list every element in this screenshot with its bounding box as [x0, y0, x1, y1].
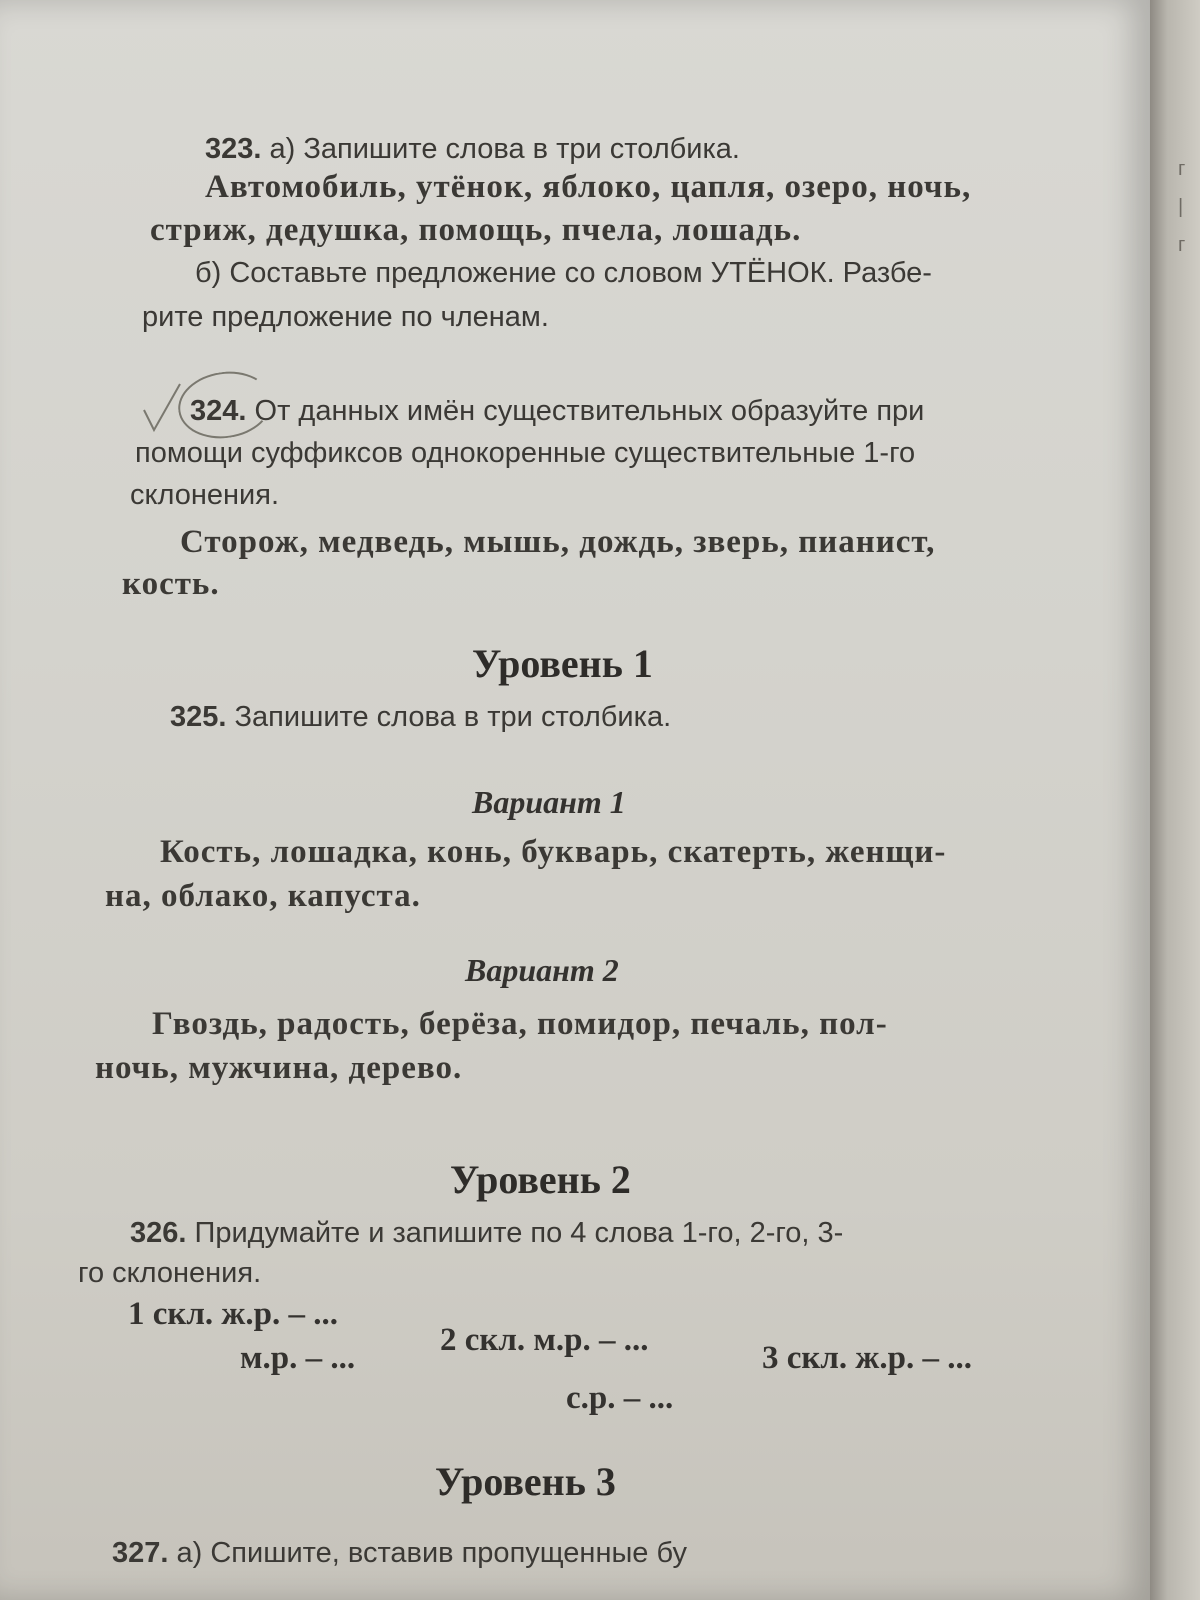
level3-heading: Уровень 3: [435, 1459, 616, 1504]
variant1-heading: Вариант 1: [472, 784, 626, 820]
ex326-task-line1-text: Придумайте и запишите по 4 слова 1-го, 2-го, 3-: [194, 1217, 844, 1249]
ex325-number: 325.: [170, 701, 227, 733]
scheme-decl1-fem: 1 скл. ж.р. – ...: [128, 1296, 338, 1332]
ex323-task-b-line1: б) Составьте предложение со словом УТЁНОК. Разбе-: [195, 257, 932, 289]
ex326-task-line1: [130, 1212, 843, 1255]
scheme-decl2-masc: 2 скл. м.р. – ...: [440, 1322, 649, 1358]
ex324-number: 324.: [190, 395, 247, 427]
next-page-edge: [1150, 0, 1200, 1600]
ex326-task-line2: го склонения.: [78, 1257, 262, 1289]
ex324-task-line2: помощи суффиксов однокоренные существительные 1-го: [135, 437, 916, 469]
ex324-task-line1-text: От данных имён существительных образуйте при: [254, 395, 925, 427]
variant2-words-line2: ночь, мужчина, дерево.: [95, 1050, 463, 1086]
variant1-words-line1: Кость, лошадка, конь, букварь, скатерть, женщи-: [160, 834, 947, 870]
ex327-task-text: а) Спишите, вставив пропущенные бу: [176, 1537, 687, 1569]
ex327-number: 327.: [112, 1537, 169, 1569]
ex323-task-b-line2: рите предложение по членам.: [142, 301, 549, 333]
ex323-number: 323.: [205, 133, 262, 165]
ex326-number: 326.: [130, 1217, 187, 1249]
edge-mark: г: [1178, 158, 1186, 180]
level2-heading: Уровень 2: [450, 1157, 631, 1202]
level1-heading: Уровень 1: [472, 641, 653, 686]
ex324-task-line3: склонения.: [130, 479, 280, 511]
ex324-words-line2: кость.: [122, 566, 220, 602]
ex324-task-line1: [190, 390, 924, 433]
scheme-decl1-masc: м.р. – ...: [240, 1340, 356, 1376]
variant2-heading: Вариант 2: [465, 952, 619, 988]
scheme-decl3-fem: 3 скл. ж.р. – ...: [762, 1340, 972, 1376]
ex323-words-line1: Автомобиль, утёнок, яблоко, цапля, озеро, ночь,: [205, 169, 972, 205]
edge-mark: г: [1178, 234, 1186, 256]
ex325-task-text: Запишите слова в три столбика.: [234, 701, 672, 733]
ex327-task: [112, 1532, 687, 1575]
scheme-decl2-neut: с.р. – ...: [566, 1380, 674, 1416]
variant1-words-line2: на, облако, капуста.: [105, 878, 421, 914]
ex325-task: [170, 696, 671, 739]
edge-mark: |: [1178, 196, 1184, 218]
ex323-task-a-text: а) Запишите слова в три столбика.: [269, 133, 740, 165]
ex324-words-line1: Сторож, медведь, мышь, дождь, зверь, пианист,: [180, 524, 936, 560]
ex323-words-line2: стриж, дедушка, помощь, пчела, лошадь.: [150, 212, 802, 248]
edge-marks: [1178, 150, 1185, 264]
variant2-words-line1: Гвоздь, радость, берёза, помидор, печаль, пол-: [152, 1006, 888, 1042]
